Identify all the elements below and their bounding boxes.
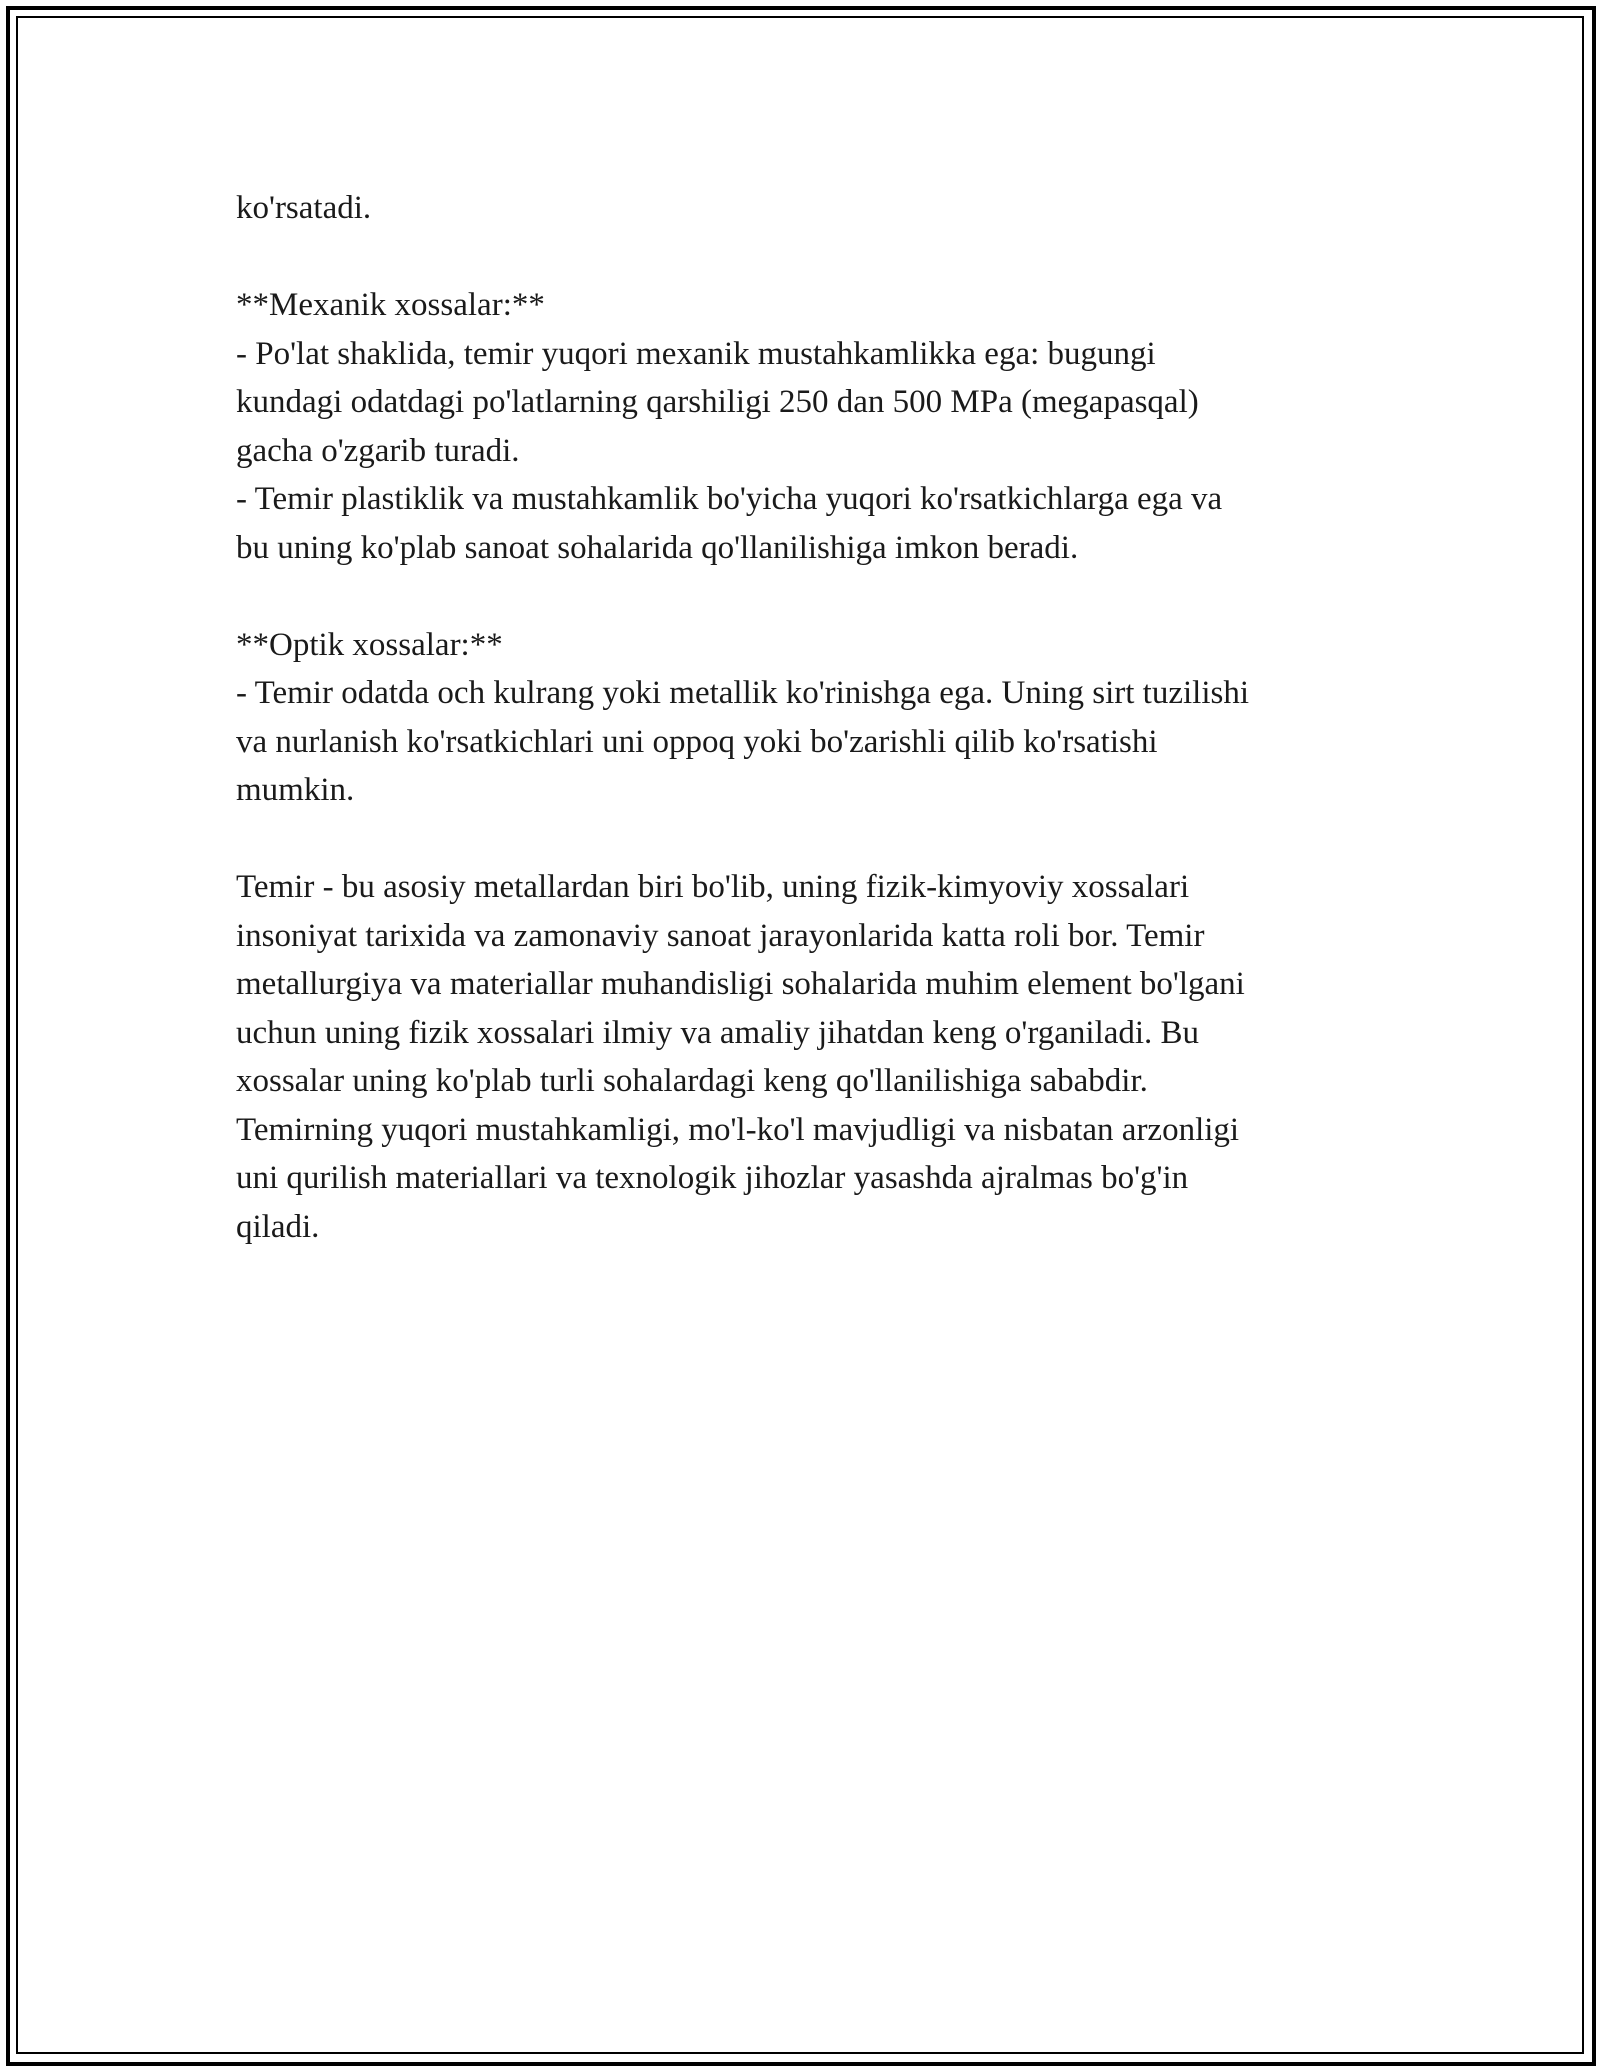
text-line: - Po'lat shaklida, temir yuqori mexanik mustahkamlikka ega: bugungi (236, 335, 1156, 372)
text-line: uchun uning fizik xossalari ilmiy va amaliy jihatdan keng o'rganiladi. Bu (236, 1014, 1200, 1051)
text-line: qiladi. (236, 1208, 320, 1245)
optical-heading: **Optik xossalar:** (236, 626, 503, 663)
mechanical-section (236, 281, 1376, 572)
text-line: va nurlanish ko'rsatkichlari uni oppoq yoki bo'zarishli qilib ko'rsatishi (236, 723, 1158, 760)
document-body (236, 184, 1376, 1251)
text-line: mumkin. (236, 772, 355, 808)
text-line: - Temir plastiklik va mustahkamlik bo'yicha yuqori ko'rsatkichlarga ega va (236, 481, 1223, 517)
conclusion-paragraph (236, 863, 1376, 1251)
intro-paragraph (236, 184, 1376, 233)
text-line: insoniyat tarixida va zamonaviy sanoat jarayonlarida katta roli bor. Temir (236, 917, 1205, 954)
text-line: kundagi odatdagi po'latlarning qarshiligi 250 dan 500 MPa (megapasqal) (236, 384, 1199, 420)
paragraph-spacer (236, 233, 1376, 282)
text-line: Temir - bu asosiy metallardan biri bo'lib, uning fizik-kimyoviy xossalari (236, 869, 1190, 905)
text-line: ko'rsatadi. (236, 190, 372, 226)
text-line: bu uning ko'plab sanoat sohalarida qo'llanilishiga imkon beradi. (236, 529, 1079, 566)
text-line: - Temir odatda och kulrang yoki metallik ko'rinishga ega. Uning sirt tuzilishi (236, 675, 1249, 711)
mechanical-heading: **Mexanik xossalar:** (236, 287, 545, 323)
optical-section (236, 621, 1376, 815)
paragraph-spacer (236, 572, 1376, 621)
text-line: uni qurilish materiallari va texnologik jihozlar yasashda ajralmas bo'g'in (236, 1160, 1189, 1196)
text-line: Temirning yuqori mustahkamligi, mo'l-ko'l mavjudligi va nisbatan arzonligi (236, 1111, 1240, 1148)
text-line: gacha o'zgarib turadi. (236, 432, 520, 469)
text-line: xossalar uning ko'plab turli sohalardagi keng qo'llanilishiga sababdir. (236, 1063, 1148, 1099)
paragraph-spacer (236, 815, 1376, 864)
text-line: metallurgiya va materiallar muhandisligi sohalarida muhim element bo'lgani (236, 966, 1245, 1002)
